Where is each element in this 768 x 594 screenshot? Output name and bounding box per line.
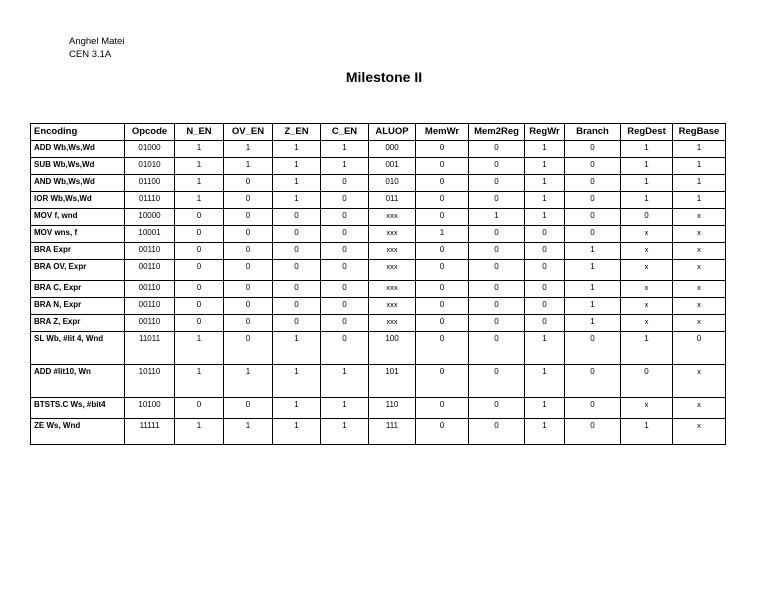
cell-encoding: ZE Ws, Wnd: [31, 419, 125, 445]
cell-encoding: IOR Wb,Ws,Wd: [31, 192, 125, 209]
cell-encoding: BRA N, Expr: [31, 298, 125, 315]
cell-mem2reg: 0: [469, 243, 525, 260]
cell-n-en: 1: [175, 192, 224, 209]
cell-regbase: 1: [673, 158, 726, 175]
cell-mem2reg: 0: [469, 158, 525, 175]
cell-regwr: 1: [525, 332, 565, 365]
table-row: [31, 209, 726, 226]
cell-branch: 1: [565, 315, 621, 332]
column-header-regbase: RegBase: [673, 124, 726, 141]
column-header-aluop: ALUOP: [369, 124, 416, 141]
cell-mem2reg: 0: [469, 398, 525, 419]
column-header-z-en: Z_EN: [273, 124, 321, 141]
cell-regbase: x: [673, 281, 726, 298]
cell-memwr: 0: [416, 175, 469, 192]
cell-opcode: 00110: [125, 260, 175, 281]
cell-c-en: 0: [321, 175, 369, 192]
table-row: [31, 175, 726, 192]
cell-regwr: 1: [525, 141, 565, 158]
cell-c-en: 1: [321, 419, 369, 445]
cell-regwr: 0: [525, 243, 565, 260]
cell-mem2reg: 0: [469, 281, 525, 298]
page-title: Milestone II: [345, 69, 423, 85]
cell-regwr: 1: [525, 209, 565, 226]
cell-z-en: 1: [273, 141, 321, 158]
cell-c-en: 1: [321, 365, 369, 398]
cell-memwr: 0: [416, 332, 469, 365]
cell-regdest: x: [621, 398, 673, 419]
cell-regbase: x: [673, 398, 726, 419]
cell-regbase: x: [673, 298, 726, 315]
cell-memwr: 0: [416, 298, 469, 315]
cell-regwr: 0: [525, 315, 565, 332]
cell-aluop: xxx: [369, 315, 416, 332]
cell-mem2reg: 0: [469, 141, 525, 158]
cell-memwr: 0: [416, 281, 469, 298]
cell-regbase: 1: [673, 175, 726, 192]
column-header-memwr: MemWr: [416, 124, 469, 141]
cell-z-en: 1: [273, 192, 321, 209]
cell-encoding: BTSTS.C Ws, #bit4: [31, 398, 125, 419]
cell-opcode: 01110: [125, 192, 175, 209]
cell-c-en: 0: [321, 281, 369, 298]
author-group: CEN 3.1A: [69, 49, 112, 60]
table-header-row: [31, 124, 726, 141]
cell-mem2reg: 0: [469, 175, 525, 192]
cell-c-en: 0: [321, 298, 369, 315]
cell-branch: 0: [565, 175, 621, 192]
cell-regdest: 0: [621, 209, 673, 226]
cell-ov-en: 1: [224, 419, 273, 445]
cell-encoding: ADD Wb,Ws,Wd: [31, 141, 125, 158]
cell-memwr: 0: [416, 419, 469, 445]
cell-z-en: 0: [273, 281, 321, 298]
table-body: [31, 141, 726, 445]
cell-aluop: xxx: [369, 260, 416, 281]
cell-z-en: 0: [273, 243, 321, 260]
column-header-c-en: C_EN: [321, 124, 369, 141]
cell-branch: 0: [565, 158, 621, 175]
cell-regbase: x: [673, 260, 726, 281]
cell-aluop: 000: [369, 141, 416, 158]
cell-opcode: 01100: [125, 175, 175, 192]
cell-n-en: 1: [175, 141, 224, 158]
cell-opcode: 10001: [125, 226, 175, 243]
cell-z-en: 0: [273, 298, 321, 315]
cell-branch: 1: [565, 260, 621, 281]
cell-ov-en: 1: [224, 158, 273, 175]
cell-n-en: 0: [175, 398, 224, 419]
cell-regdest: x: [621, 315, 673, 332]
column-header-encoding: Encoding: [31, 124, 125, 141]
table-row: [31, 192, 726, 209]
table-row: [31, 226, 726, 243]
cell-aluop: xxx: [369, 209, 416, 226]
cell-ov-en: 1: [224, 141, 273, 158]
cell-c-en: 1: [321, 141, 369, 158]
cell-c-en: 0: [321, 209, 369, 226]
cell-regwr: 1: [525, 158, 565, 175]
cell-opcode: 00110: [125, 298, 175, 315]
cell-encoding: BRA OV, Expr: [31, 260, 125, 281]
cell-encoding: MOV wns, f: [31, 226, 125, 243]
cell-z-en: 0: [273, 260, 321, 281]
cell-aluop: 010: [369, 175, 416, 192]
cell-aluop: 110: [369, 398, 416, 419]
cell-regwr: 0: [525, 298, 565, 315]
cell-ov-en: 0: [224, 243, 273, 260]
cell-n-en: 0: [175, 260, 224, 281]
column-header-opcode: Opcode: [125, 124, 175, 141]
cell-memwr: 0: [416, 398, 469, 419]
cell-aluop: 101: [369, 365, 416, 398]
cell-branch: 0: [565, 419, 621, 445]
cell-mem2reg: 1: [469, 209, 525, 226]
cell-regwr: 1: [525, 192, 565, 209]
cell-aluop: 100: [369, 332, 416, 365]
cell-opcode: 11011: [125, 332, 175, 365]
cell-memwr: 0: [416, 365, 469, 398]
cell-regdest: x: [621, 281, 673, 298]
cell-z-en: 1: [273, 175, 321, 192]
control-signals-table: [30, 123, 726, 445]
cell-regwr: 0: [525, 260, 565, 281]
cell-regdest: 1: [621, 419, 673, 445]
cell-regbase: x: [673, 365, 726, 398]
cell-memwr: 0: [416, 209, 469, 226]
cell-encoding: BRA Z, Expr: [31, 315, 125, 332]
cell-branch: 0: [565, 332, 621, 365]
cell-regwr: 1: [525, 398, 565, 419]
table-row: [31, 398, 726, 419]
cell-regdest: x: [621, 298, 673, 315]
cell-z-en: 1: [273, 365, 321, 398]
cell-branch: 0: [565, 141, 621, 158]
cell-aluop: 111: [369, 419, 416, 445]
cell-n-en: 1: [175, 158, 224, 175]
cell-regdest: 1: [621, 192, 673, 209]
page-title-wrap: [0, 69, 768, 85]
cell-regbase: 1: [673, 192, 726, 209]
cell-z-en: 1: [273, 158, 321, 175]
table-row: [31, 141, 726, 158]
cell-ov-en: 0: [224, 332, 273, 365]
cell-mem2reg: 0: [469, 192, 525, 209]
cell-opcode: 00110: [125, 281, 175, 298]
column-header-regwr: RegWr: [525, 124, 565, 141]
cell-n-en: 0: [175, 298, 224, 315]
cell-encoding: MOV f, wnd: [31, 209, 125, 226]
table-row: [31, 281, 726, 298]
cell-regbase: 0: [673, 332, 726, 365]
cell-regdest: x: [621, 226, 673, 243]
cell-ov-en: 0: [224, 315, 273, 332]
cell-regdest: 1: [621, 158, 673, 175]
cell-c-en: 0: [321, 332, 369, 365]
cell-regdest: 1: [621, 141, 673, 158]
cell-ov-en: 0: [224, 281, 273, 298]
cell-encoding: ADD #lit10, Wn: [31, 365, 125, 398]
cell-n-en: 0: [175, 243, 224, 260]
cell-regdest: x: [621, 243, 673, 260]
cell-mem2reg: 0: [469, 315, 525, 332]
author-block: [69, 35, 124, 61]
cell-memwr: 0: [416, 315, 469, 332]
cell-regdest: 1: [621, 332, 673, 365]
cell-c-en: 0: [321, 192, 369, 209]
cell-encoding: SUB Wb,Ws,Wd: [31, 158, 125, 175]
cell-regwr: 0: [525, 281, 565, 298]
cell-memwr: 0: [416, 192, 469, 209]
author-name: Anghel Matei: [69, 36, 125, 47]
cell-regbase: x: [673, 209, 726, 226]
cell-z-en: 0: [273, 226, 321, 243]
cell-aluop: 011: [369, 192, 416, 209]
cell-branch: 1: [565, 281, 621, 298]
column-header-branch: Branch: [565, 124, 621, 141]
cell-n-en: 0: [175, 209, 224, 226]
cell-c-en: 1: [321, 398, 369, 419]
cell-n-en: 0: [175, 315, 224, 332]
cell-regbase: x: [673, 243, 726, 260]
cell-branch: 0: [565, 365, 621, 398]
table-row: [31, 158, 726, 175]
cell-regwr: 1: [525, 175, 565, 192]
cell-regdest: 1: [621, 175, 673, 192]
cell-regwr: 1: [525, 365, 565, 398]
cell-ov-en: 0: [224, 226, 273, 243]
table-row: [31, 315, 726, 332]
table-row: [31, 298, 726, 315]
cell-opcode: 01000: [125, 141, 175, 158]
cell-regbase: 1: [673, 141, 726, 158]
cell-mem2reg: 0: [469, 298, 525, 315]
cell-memwr: 0: [416, 243, 469, 260]
cell-ov-en: 0: [224, 175, 273, 192]
cell-n-en: 0: [175, 226, 224, 243]
table-row: [31, 260, 726, 281]
cell-opcode: 10000: [125, 209, 175, 226]
column-header-regdest: RegDest: [621, 124, 673, 141]
cell-encoding: BRA Expr: [31, 243, 125, 260]
cell-c-en: 0: [321, 243, 369, 260]
cell-ov-en: 0: [224, 192, 273, 209]
cell-regwr: 0: [525, 226, 565, 243]
cell-encoding: AND Wb,Ws,Wd: [31, 175, 125, 192]
cell-n-en: 1: [175, 419, 224, 445]
cell-regbase: x: [673, 315, 726, 332]
cell-mem2reg: 0: [469, 419, 525, 445]
cell-n-en: 1: [175, 332, 224, 365]
cell-aluop: 001: [369, 158, 416, 175]
column-header-n-en: N_EN: [175, 124, 224, 141]
cell-branch: 0: [565, 192, 621, 209]
cell-c-en: 1: [321, 158, 369, 175]
cell-branch: 0: [565, 209, 621, 226]
cell-memwr: 0: [416, 260, 469, 281]
cell-memwr: 0: [416, 141, 469, 158]
cell-aluop: xxx: [369, 281, 416, 298]
cell-regbase: x: [673, 419, 726, 445]
table-row: [31, 365, 726, 398]
cell-z-en: 0: [273, 315, 321, 332]
cell-aluop: xxx: [369, 243, 416, 260]
cell-regdest: x: [621, 260, 673, 281]
column-header-ov-en: OV_EN: [224, 124, 273, 141]
column-header-mem2reg: Mem2Reg: [469, 124, 525, 141]
cell-opcode: 01010: [125, 158, 175, 175]
cell-memwr: 0: [416, 158, 469, 175]
cell-mem2reg: 0: [469, 332, 525, 365]
cell-ov-en: 0: [224, 209, 273, 226]
cell-regbase: x: [673, 226, 726, 243]
cell-mem2reg: 0: [469, 365, 525, 398]
cell-z-en: 1: [273, 419, 321, 445]
cell-ov-en: 0: [224, 398, 273, 419]
cell-regwr: 1: [525, 419, 565, 445]
cell-aluop: xxx: [369, 226, 416, 243]
cell-z-en: 1: [273, 332, 321, 365]
cell-mem2reg: 0: [469, 260, 525, 281]
cell-ov-en: 1: [224, 365, 273, 398]
cell-mem2reg: 0: [469, 226, 525, 243]
cell-opcode: 10110: [125, 365, 175, 398]
table-row: [31, 332, 726, 365]
cell-n-en: 1: [175, 175, 224, 192]
cell-opcode: 00110: [125, 243, 175, 260]
cell-opcode: 10100: [125, 398, 175, 419]
cell-aluop: xxx: [369, 298, 416, 315]
cell-memwr: 1: [416, 226, 469, 243]
cell-c-en: 0: [321, 260, 369, 281]
cell-z-en: 0: [273, 209, 321, 226]
cell-c-en: 0: [321, 315, 369, 332]
cell-opcode: 00110: [125, 315, 175, 332]
cell-opcode: 11111: [125, 419, 175, 445]
cell-branch: 1: [565, 243, 621, 260]
cell-ov-en: 0: [224, 298, 273, 315]
cell-branch: 1: [565, 298, 621, 315]
cell-ov-en: 0: [224, 260, 273, 281]
table-row: [31, 419, 726, 445]
table-row: [31, 243, 726, 260]
cell-regdest: 0: [621, 365, 673, 398]
cell-n-en: 1: [175, 365, 224, 398]
cell-branch: 0: [565, 398, 621, 419]
cell-z-en: 1: [273, 398, 321, 419]
cell-c-en: 0: [321, 226, 369, 243]
cell-encoding: BRA C, Expr: [31, 281, 125, 298]
cell-n-en: 0: [175, 281, 224, 298]
cell-branch: 0: [565, 226, 621, 243]
cell-encoding: SL Wb, #lit 4, Wnd: [31, 332, 125, 365]
